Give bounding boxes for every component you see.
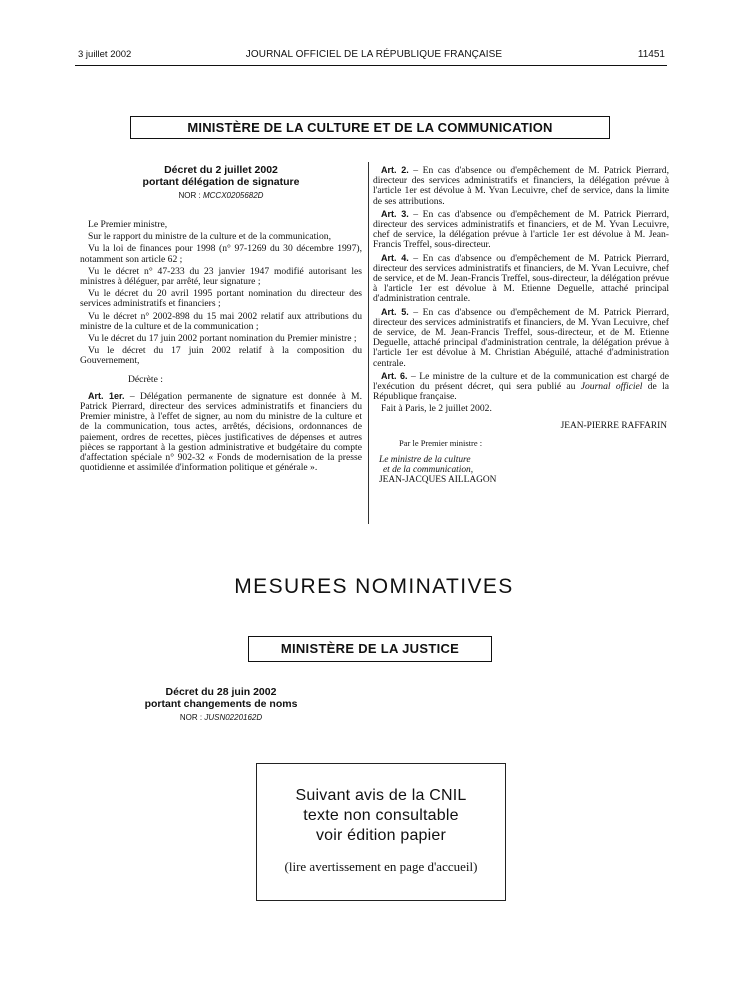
culture-right-column	[373, 165, 669, 485]
ministry-justice-heading: MINISTÈRE DE LA JUSTICE	[248, 636, 492, 662]
cnil-notice-box	[256, 763, 506, 901]
cnil-line-3: voir édition papier	[315, 827, 447, 844]
minister-title-1: Le ministre de la culture	[379, 454, 471, 465]
article-1-label: Art. 1er.	[88, 390, 125, 401]
header-date: 3 juillet 2002	[78, 49, 132, 60]
ministry-culture-heading: MINISTÈRE DE LA CULTURE ET DE LA COMMUNICATION	[130, 116, 610, 139]
visa-paragraph: Vu le décret du 17 juin 2002 portant nomination du Premier ministre ;	[88, 333, 357, 345]
done-at-line: Fait à Paris, le 2 juillet 2002.	[381, 403, 492, 415]
culture-decree-title: Décret du 2 juillet 2002	[164, 164, 278, 176]
culture-left-column	[80, 220, 362, 475]
article-5-text: – En cas d'absence ou d'empêchement de M. Patrick Pierrard, directeur des services administratifs et financiers, de M. Yvan Lecuivre, chef de service, de M. Jean-Francis Treffel, sous-directeur, et de M. Etienne Deguelle, attaché principal d'administration centrale, la délégation prévue à l'article 1er est dévolue à M. Christian Abéguilé, attaché d'administration centrale.	[373, 306, 669, 369]
page-number: 11451	[637, 49, 665, 60]
article-4-label: Art. 4.	[381, 252, 409, 263]
journal-officiel-italic: Journal officiel	[580, 381, 643, 393]
article-4-text: – En cas d'absence ou d'empêchement de M. Patrick Pierrard, directeur des services administratifs et financiers, de M. Yvan Lecuivre, chef de service, et de M. Jean-Francis Treffel, sous-directeur, la délégation prévue à l'article 1er est dévolue à M. Etienne Deguelle, attaché principal d'administration centrale.	[373, 252, 669, 305]
signatory-pm: JEAN-PIERRE RAFFARIN	[560, 420, 667, 431]
article-6	[373, 371, 669, 403]
article-5	[373, 307, 669, 369]
nor-code: JUSN0220162D	[204, 713, 263, 722]
article-2-label: Art. 2.	[381, 165, 409, 175]
decrete-label: Décrète :	[128, 373, 163, 385]
journal-title: JOURNAL OFFICIEL DE LA RÉPUBLIQUE FRANÇAISE	[245, 49, 503, 60]
minister-name: JEAN-JACQUES AILLAGON	[379, 474, 497, 485]
article-3	[373, 209, 669, 251]
article-6-label: Art. 6.	[381, 370, 408, 381]
culture-nor	[80, 191, 362, 200]
justice-decree-title: Décret du 28 juin 2002	[165, 686, 277, 698]
article-6-text: – Le ministre de la culture et de la communication est chargé de l'exécution du présent décret, qui sera publié au	[373, 370, 669, 393]
article-2-text: – En cas d'absence ou d'empêchement de M. Patrick Pierrard, directeur des services administratifs et financiers, la délégation prévue à l'article 1er est dévolue à M. Yvan Lecuivre, chef de service, dans la limite de ses attributions.	[373, 165, 669, 207]
article-3-text: – En cas d'absence ou d'empêchement de M. Patrick Pierrard, directeur des services administratifs et financiers, et de M. Yvan Lecuivre, chef de service, la délégation prévue à l'article 1er est dévolue à M. Jean-Francis Treffel, sous-directeur.	[373, 208, 669, 251]
justice-decree-subtitle: portant changements de noms	[144, 698, 298, 710]
article-2	[373, 165, 669, 207]
visa-paragraph: Le Premier ministre,	[88, 219, 168, 230]
nor-label: NOR :	[179, 713, 203, 722]
column-divider	[368, 162, 369, 524]
cnil-note: (lire avertissement en page d'accueil)	[284, 859, 478, 874]
culture-decree-subtitle: portant délégation de signature	[142, 176, 300, 188]
header-rule	[75, 65, 667, 66]
cnil-line-1: Suivant avis de la CNIL	[295, 787, 467, 804]
article-4	[373, 253, 669, 305]
by-prime-minister: Par le Premier ministre :	[399, 437, 483, 448]
section-title-mesures: MESURES NOMINATIVES	[234, 575, 514, 598]
visa-paragraph: Vu le décret n° 47-233 du 23 janvier 1947 modifié autorisant les ministres à déléguer, par arrêté, leur signature ;	[80, 265, 362, 288]
nor-label: NOR :	[178, 191, 201, 200]
visa-paragraph: Vu le décret du 17 juin 2002 relatif à la composition du Gouvernement,	[80, 345, 362, 367]
justice-decree-heading	[80, 686, 362, 722]
culture-decree-heading	[80, 164, 362, 200]
visa-paragraph: Vu la loi de finances pour 1998 (n° 97-1269 du 30 décembre 1997), notamment son article 62 ;	[80, 243, 362, 265]
justice-nor	[80, 713, 362, 722]
article-1-text: – Délégation permanente de signature est donnée à M. Patrick Pierrard, directeur des services administratifs et financiers du Premier ministre, à l'effet de signer, au nom du ministre de la culture et de la communication, tous actes, arrêtés, décisions, ordonnances de paiement, ordres de recettes, pièces justificatives de dépenses et autres pièces se rapportant à la gestion administrative et budgétaire du compte d'affectation spéciale n° 902-32 « Fonds de modernisation de la presse quotidienne et assimilée d'information politique et générale ».	[80, 390, 362, 474]
visa-paragraph: Sur le rapport du ministre de la culture et de la communication,	[88, 231, 331, 243]
article-1	[80, 391, 362, 474]
article-5-label: Art. 5.	[381, 306, 409, 317]
visa-paragraph: Vu le décret n° 2002-898 du 15 mai 2002 relatif aux attributions du ministre de la culture et de la communication ;	[80, 310, 362, 332]
article-3-label: Art. 3.	[381, 208, 409, 219]
visa-paragraph: Vu le décret du 20 avril 1995 portant nomination du directeur des services administratifs et financiers ;	[80, 288, 362, 310]
article-6-text-end: de la République française.	[373, 381, 670, 403]
minister-title-2: et de la communication,	[383, 464, 474, 475]
nor-code: MCCX0205682D	[202, 191, 264, 200]
cnil-line-2: texte non consultable	[303, 807, 459, 824]
